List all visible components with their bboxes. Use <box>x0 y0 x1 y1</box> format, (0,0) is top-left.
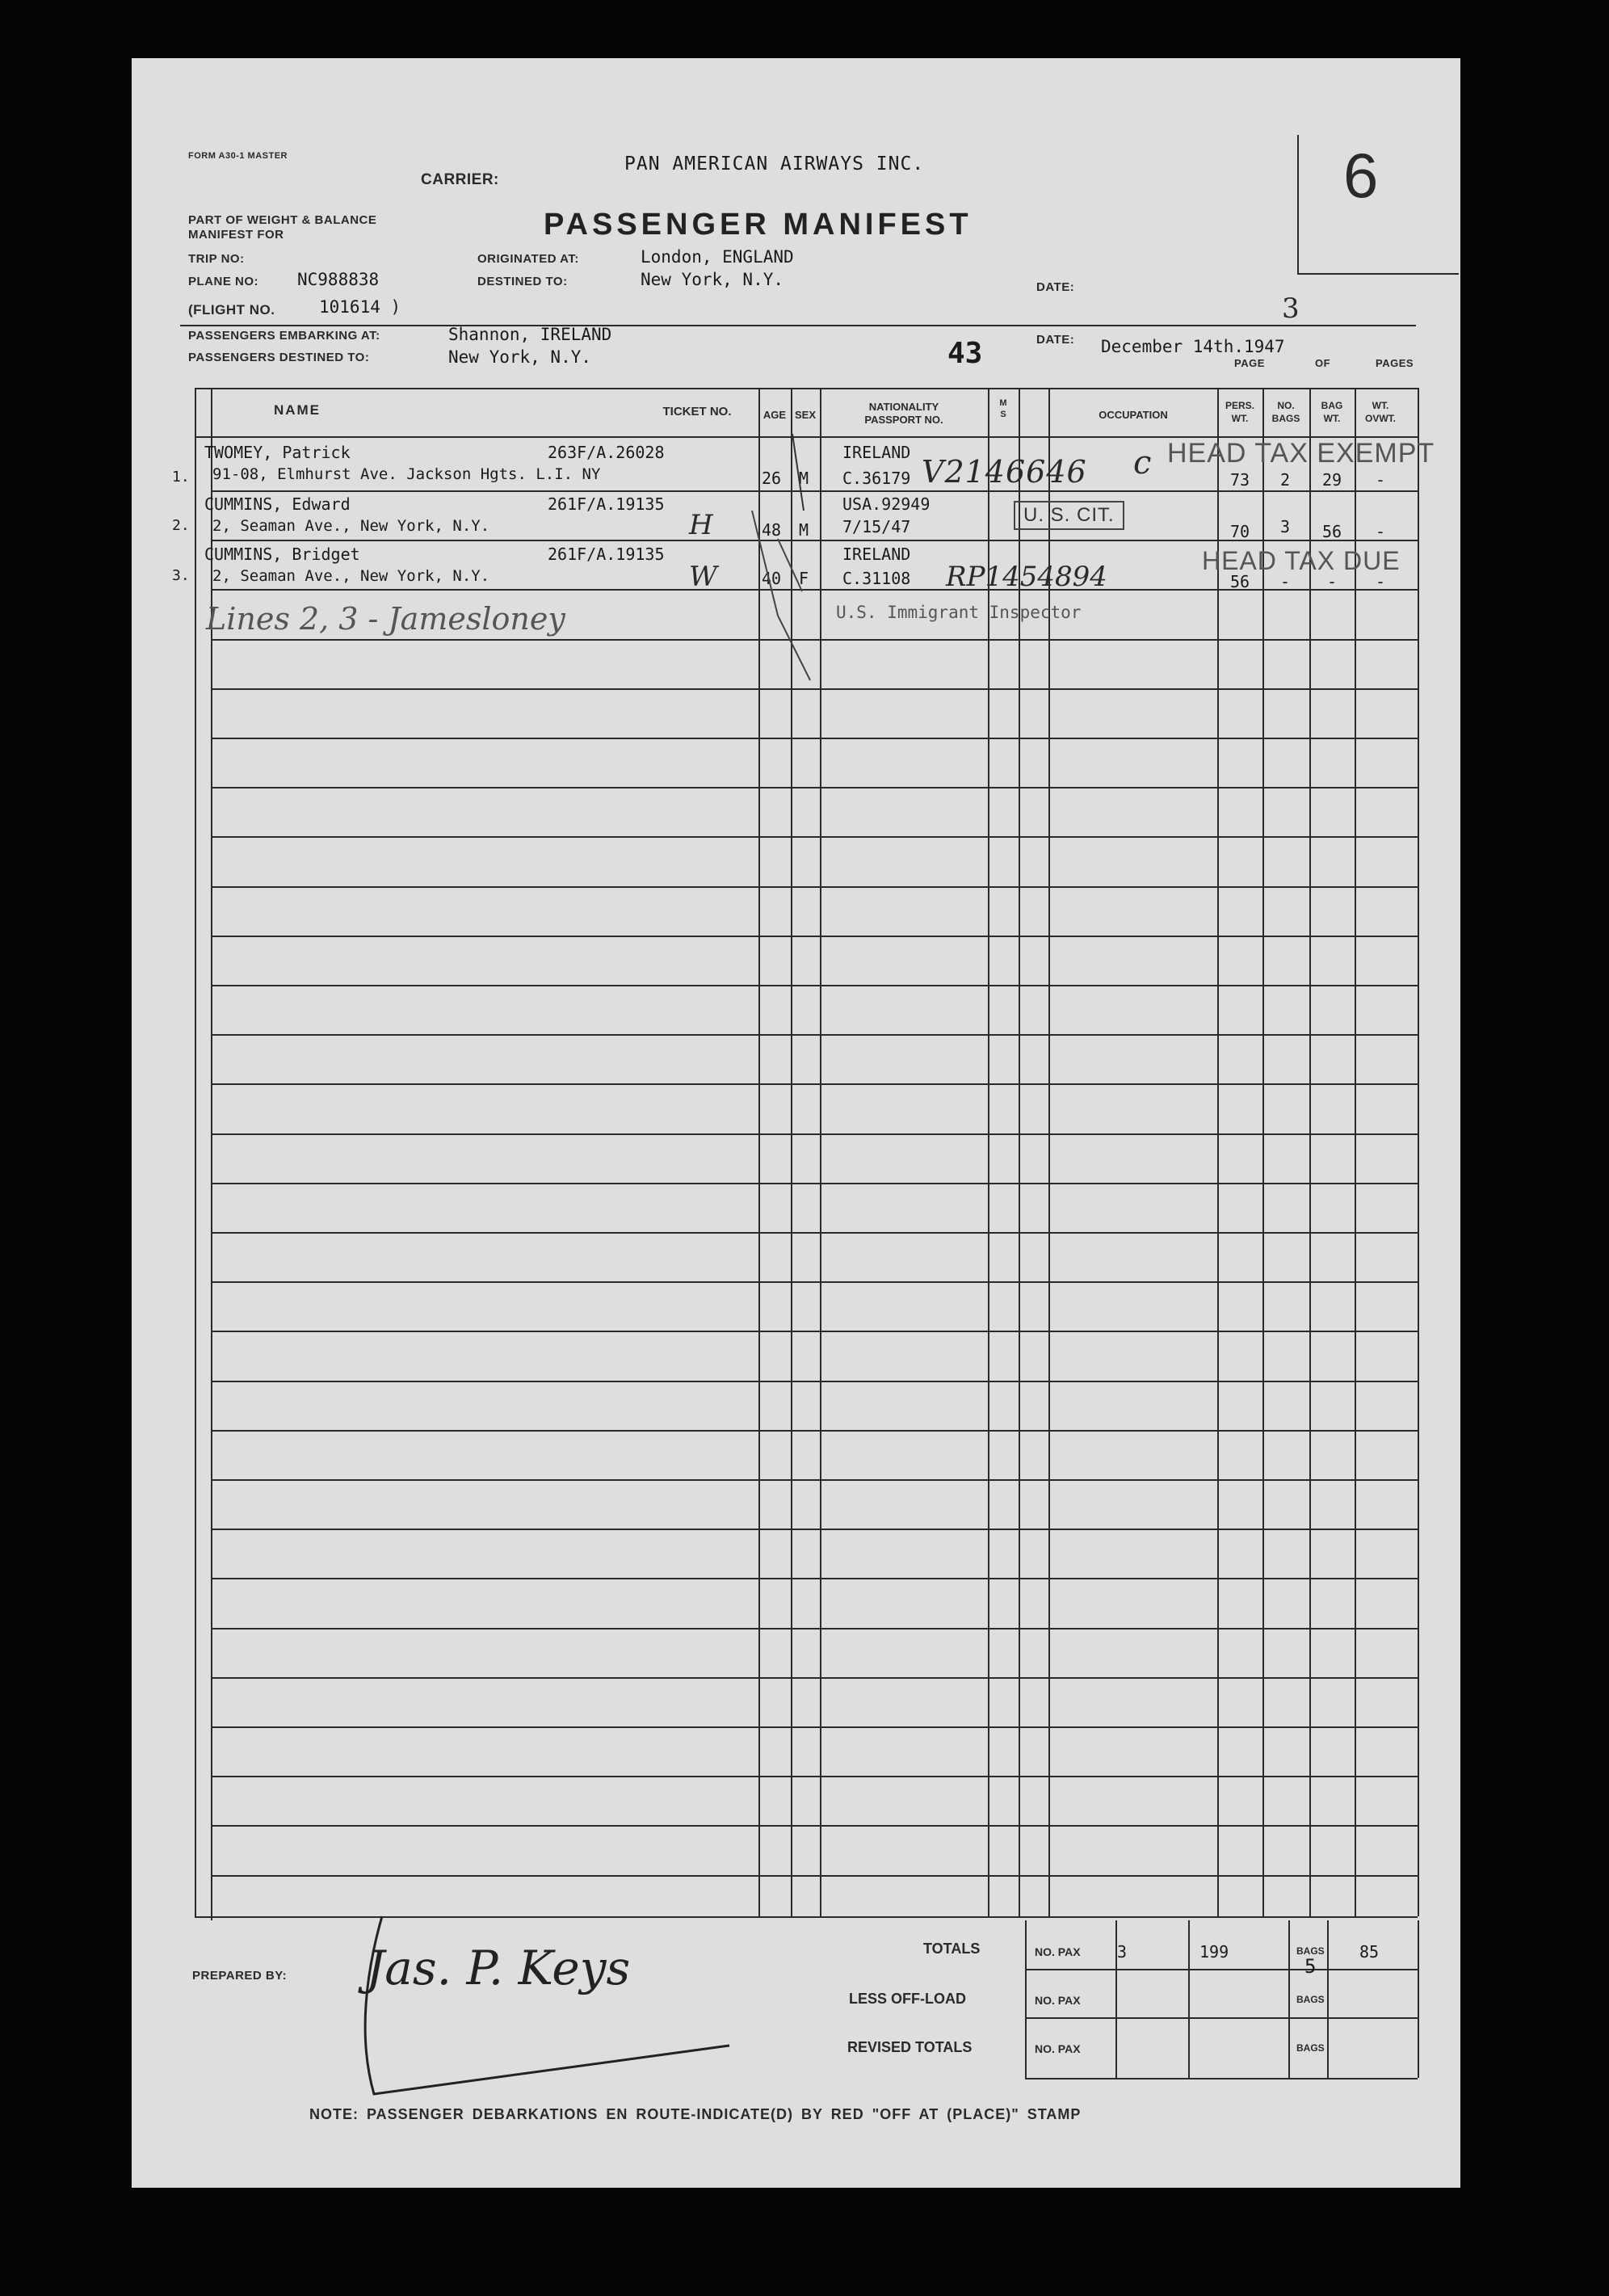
inspector-stamp: U.S. Immigrant Inspector <box>836 603 1082 622</box>
passenger-sex: M <box>799 469 809 488</box>
row-rule <box>211 1776 1418 1777</box>
plane-no-label: PLANE NO: <box>188 275 258 288</box>
passenger-name: CUMMINS, Edward <box>204 494 351 514</box>
row-rule <box>211 1034 1418 1036</box>
part-of-label-1: PART OF WEIGHT & BALANCE <box>188 213 377 227</box>
col-age: AGE <box>762 409 787 421</box>
page-label: PAGE <box>1234 357 1265 369</box>
passenger-name: CUMMINS, Bridget <box>204 545 360 564</box>
prepared-by-label: PREPARED BY: <box>192 1969 288 1983</box>
row-rule <box>211 1479 1418 1481</box>
col-bag-wt-line1: BAG <box>1321 400 1343 411</box>
page-mark: 6 <box>1343 140 1379 211</box>
head-tax-exempt-stamp: HEAD TAX EXEMPT <box>1167 438 1435 469</box>
embarking-label: PASSENGERS EMBARKING AT: <box>188 329 380 343</box>
passenger-nationality: IRELAND <box>842 545 911 564</box>
col-ovwt-line1: WT. <box>1372 400 1389 411</box>
col-bags-line1: NO. <box>1277 400 1295 411</box>
manifest-page <box>132 58 1460 2188</box>
check-stroke <box>792 434 804 511</box>
bags-label: BAGS <box>1296 1994 1325 2005</box>
bracket-stroke-2 <box>778 539 802 591</box>
totals-rule <box>1025 2078 1418 2079</box>
passenger-bag-wt: 29 <box>1321 470 1342 490</box>
less-offload-label: LESS OFF-LOAD <box>849 1991 966 2007</box>
passenger-nationality: USA.92949 <box>842 494 931 514</box>
passenger-address: 2, Seaman Ave., New York, N.Y. <box>212 567 490 585</box>
plane-no-value: NC988838 <box>297 270 380 289</box>
totals-column-rule <box>1025 1920 1027 2078</box>
footer-note: NOTE: PASSENGER DEBARKATIONS EN ROUTE-INDICATE(D) BY RED "OFF AT (PLACE)" STAMP <box>309 2106 1082 2122</box>
total-weight: 199 <box>1199 1942 1229 1962</box>
passenger-passport: 7/15/47 <box>842 517 911 536</box>
pax-destined-value: New York, N.Y. <box>448 347 592 367</box>
col-bags-line2: BAGS <box>1271 413 1300 424</box>
passenger-bag-wt: 56 <box>1321 522 1342 541</box>
col-pers-wt-line2: WT. <box>1231 413 1249 424</box>
passenger-passport: C.31108 <box>842 569 911 588</box>
bracket-stroke <box>752 511 810 680</box>
embarking-value: Shannon, IRELAND <box>448 325 612 344</box>
originated-value: London, ENGLAND <box>641 247 794 267</box>
row-rule <box>211 886 1418 888</box>
total-pax: 3 <box>1117 1942 1128 1962</box>
totals-column-rule <box>1188 1920 1190 2078</box>
passenger-sex: F <box>799 569 809 588</box>
revised-totals-label: REVISED TOTALS <box>847 2039 973 2055</box>
passenger-ovwt: - <box>1375 572 1386 591</box>
passenger-ticket: 263F/A.26028 <box>548 443 665 462</box>
row-rule <box>211 1281 1418 1283</box>
row-rule <box>211 1529 1418 1530</box>
part-of-label-2: MANIFEST FOR <box>188 228 284 242</box>
col-ticket: TICKET NO. <box>662 405 732 418</box>
no-pax-label: NO. PAX <box>1035 1945 1081 1958</box>
page-title: PASSENGER MANIFEST <box>544 208 973 242</box>
carrier-label: CARRIER: <box>421 171 499 188</box>
col-ovwt-line2: OVWT. <box>1365 413 1396 424</box>
row-rule <box>211 787 1418 788</box>
totals-column-rule <box>1288 1920 1290 2078</box>
flight-no-value: 101614 ) <box>319 297 401 317</box>
row-rule <box>211 1381 1418 1382</box>
destined-label: DESTINED TO: <box>477 275 568 288</box>
passenger-bag-wt: - <box>1326 572 1338 591</box>
pages-label: PAGES <box>1376 357 1414 369</box>
passenger-sex: M <box>799 520 809 540</box>
passenger-name: TWOMEY, Patrick <box>204 443 351 462</box>
head-tax-due-stamp: HEAD TAX DUE <box>1202 546 1401 575</box>
passenger-bags: - <box>1279 572 1291 591</box>
annotation-strokes <box>132 58 1460 785</box>
row-rule <box>211 1578 1418 1579</box>
page-number: 43 <box>947 337 983 370</box>
row-rule <box>211 1628 1418 1629</box>
passenger-bags: 3 <box>1279 517 1291 536</box>
circled-mark: 3 <box>1282 292 1300 325</box>
trip-no-label: TRIP NO: <box>188 252 245 266</box>
col-sex: SEX <box>794 409 816 421</box>
row-number: 2. <box>172 517 190 534</box>
signature: Jas. P. Keys <box>366 1941 631 1995</box>
date2-value: December 14th.1947 <box>1101 337 1285 356</box>
pax-destined-label: PASSENGERS DESTINED TO: <box>188 351 370 364</box>
originated-label: ORIGINATED AT: <box>477 252 579 266</box>
col-bag-wt-line2: WT. <box>1323 413 1341 424</box>
passenger-passport: C.36179 <box>842 469 911 488</box>
flight-no-label: (FLIGHT NO. <box>188 302 275 317</box>
row-rule <box>211 1430 1418 1432</box>
bags-label: BAGS <box>1296 1945 1325 1957</box>
totals-rule <box>1025 2017 1418 2019</box>
row-rule <box>211 985 1418 986</box>
row-number: 3. <box>172 567 190 584</box>
col-ms-line1: M <box>999 398 1007 408</box>
carrier-name: PAN AMERICAN AIRWAYS INC. <box>624 153 925 175</box>
passenger-ovwt: - <box>1375 522 1386 541</box>
totals-rule <box>211 1916 212 1920</box>
col-ms-line2: S <box>1000 410 1006 419</box>
totals-column-rule <box>1327 1920 1329 2078</box>
totals-column-rule <box>1418 1920 1419 2078</box>
row-rule <box>211 1875 1418 1877</box>
passenger-address: 2, Seaman Ave., New York, N.Y. <box>212 517 490 535</box>
row-rule <box>211 1331 1418 1332</box>
row-rule <box>211 1183 1418 1184</box>
row-rule <box>211 1083 1418 1085</box>
row-rule <box>211 1232 1418 1234</box>
passenger-age: 26 <box>762 469 782 488</box>
handwritten-reentry-number: RP1454894 <box>946 561 1107 593</box>
passenger-ovwt: - <box>1375 470 1386 490</box>
row-rule <box>211 1677 1418 1679</box>
passenger-bags: 2 <box>1279 470 1291 490</box>
initials-w: W <box>689 561 717 593</box>
col-name: NAME <box>273 402 321 418</box>
totals-rule <box>1025 1969 1418 1970</box>
occupation-mark: c <box>1133 444 1152 481</box>
handwritten-visa-number: V2146646 <box>922 454 1087 490</box>
col-pers-wt-line1: PERS. <box>1225 400 1254 411</box>
signature-stroke <box>365 1916 729 2094</box>
passenger-nationality: IRELAND <box>842 443 911 462</box>
col-nationality-line1: NATIONALITY <box>868 401 939 413</box>
passenger-age: 40 <box>762 569 782 588</box>
date-label: DATE: <box>1036 280 1075 294</box>
signature-flourish <box>358 1908 762 2102</box>
bags-label: BAGS <box>1296 2042 1325 2054</box>
initials-h: H <box>689 509 713 541</box>
passenger-pers-wt: 73 <box>1229 470 1250 490</box>
col-nationality-line2: PASSPORT NO. <box>864 414 943 426</box>
row-rule <box>211 1825 1418 1827</box>
of-label: OF <box>1315 357 1331 369</box>
handwritten-lines-note: Lines 2, 3 - Jamesloney <box>206 601 565 637</box>
total-bags: 5 <box>1304 1955 1317 1978</box>
total-bag-weight: 85 <box>1359 1942 1380 1962</box>
passenger-ticket: 261F/A.19135 <box>548 494 665 514</box>
passenger-age: 48 <box>762 520 782 540</box>
row-rule <box>211 1133 1418 1135</box>
passenger-pers-wt: 56 <box>1229 572 1250 591</box>
us-citizen-stamp: U. S. CIT. <box>1014 501 1124 530</box>
passenger-address: 91-08, Elmhurst Ave. Jackson Hgts. L.I. NY <box>212 465 601 483</box>
passenger-pers-wt: 70 <box>1229 522 1250 541</box>
no-pax-label: NO. PAX <box>1035 1994 1081 2007</box>
row-rule <box>211 936 1418 937</box>
destined-value: New York, N.Y. <box>641 270 784 289</box>
row-number: 1. <box>172 469 190 486</box>
form-number: FORM A30-1 MASTER <box>188 151 288 161</box>
no-pax-label: NO. PAX <box>1035 2042 1081 2055</box>
row-rule <box>211 836 1418 838</box>
totals-label: TOTALS <box>923 1941 981 1957</box>
col-occupation: OCCUPATION <box>1099 409 1168 421</box>
date2-label: DATE: <box>1036 333 1075 347</box>
passenger-ticket: 261F/A.19135 <box>548 545 665 564</box>
row-rule <box>211 1726 1418 1728</box>
